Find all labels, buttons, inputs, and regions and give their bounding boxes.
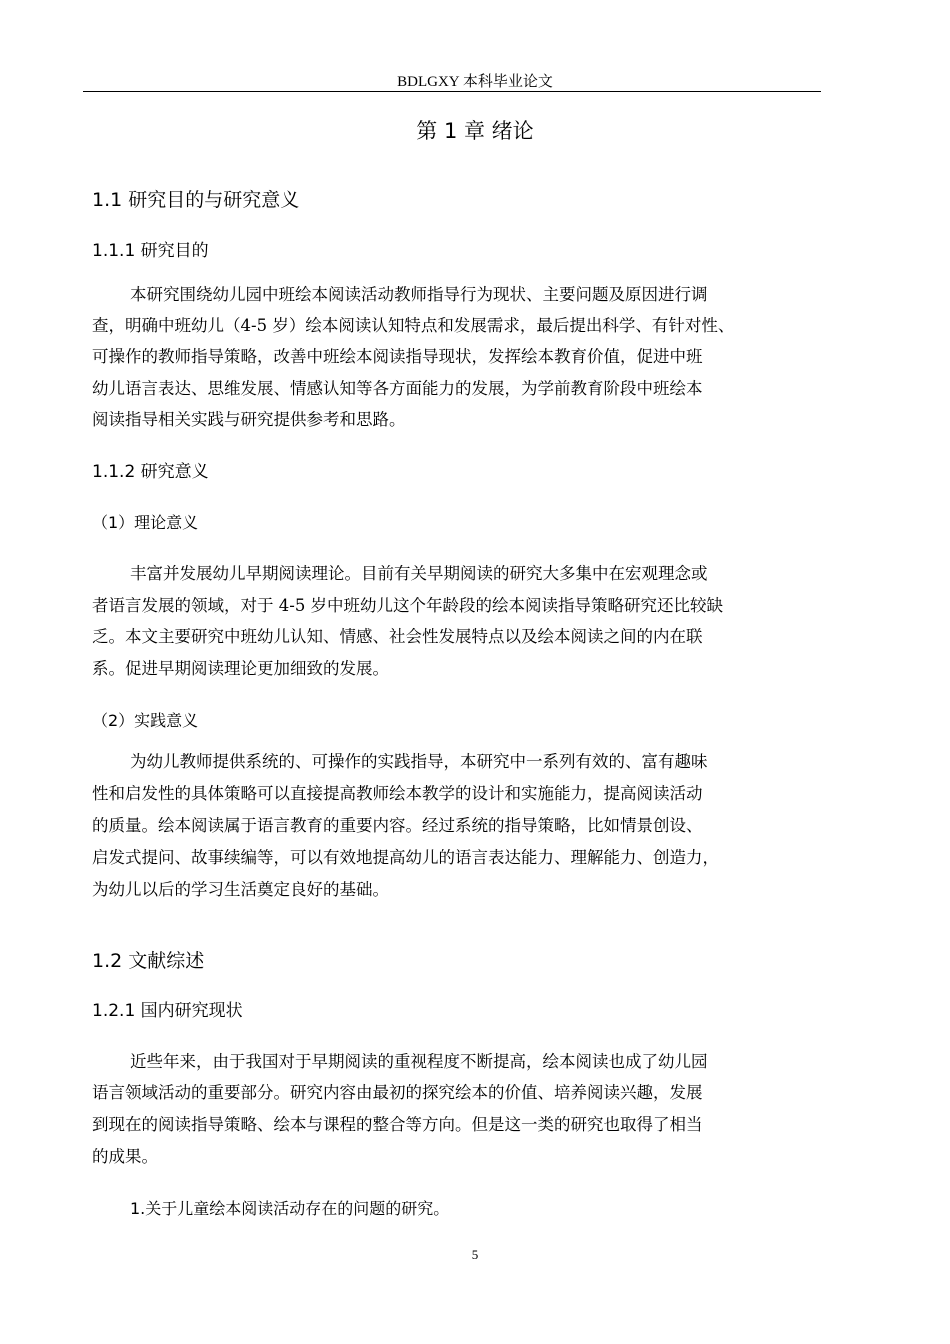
section-heading-1-2: 1.2 文献综述 (92, 950, 205, 972)
paragraph-line: 的质量。绘本阅读属于语言教育的重要内容。经过系统的指导策略，比如情景创设、 (92, 816, 703, 835)
paragraph-line: 到现在的阅读指导策略、绘本与课程的整合等方向。但是这一类的研究也取得了相当 (92, 1115, 703, 1134)
page-number: 5 (471, 1247, 479, 1262)
header-rule (83, 91, 821, 92)
running-header: BDLGXY 本科毕业论文 (397, 74, 553, 90)
paragraph-line: 阅读指导相关实践与研究提供参考和思路。 (92, 410, 406, 429)
chapter-title: 第 1 章 绪论 (416, 119, 534, 143)
paragraph-line: 乏。本文主要研究中班幼儿认知、情感、社会性发展特点以及绘本阅读之间的内在联 (92, 627, 703, 646)
subsection-heading-1-1-2: 1.1.2 研究意义 (92, 462, 209, 482)
subsection-heading-1-1-1: 1.1.1 研究目的 (92, 241, 209, 261)
paragraph-line: 语言领域活动的重要部分。研究内容由最初的探究绘本的价值、培养阅读兴趣，发展 (92, 1083, 703, 1102)
paragraph-line: 为幼儿教师提供系统的、可操作的实践指导，本研究中一系列有效的、富有趣味 (130, 752, 708, 771)
paragraph-line: 的成果。 (92, 1147, 158, 1166)
paragraph-line: 丰富并发展幼儿早期阅读理论。目前有关早期阅读的研究大多集中在宏观理念或 (130, 564, 708, 583)
section-heading-1-1: 1.1 研究目的与研究意义 (92, 189, 300, 211)
paragraph-line: 性和启发性的具体策略可以直接提高教师绘本教学的设计和实施能力，提高阅读活动 (92, 784, 703, 803)
paragraph-line: 查，明确中班幼儿（4-5 岁）绘本阅读认知特点和发展需求，最后提出科学、有针对性、 (92, 316, 735, 335)
paragraph-line: 者语言发展的领域，对于 4-5 岁中班幼儿这个年龄段的绘本阅读指导策略研究还比较缺 (92, 596, 724, 615)
paragraph-line: 为幼儿以后的学习生活奠定良好的基础。 (92, 880, 389, 899)
paragraph-line: 可操作的教师指导策略，改善中班绘本阅读指导现状，发挥绘本教育价值，促进中班 (92, 347, 703, 366)
item-heading-practice: （2）实践意义 (92, 711, 199, 730)
paragraph-line: 启发式提问、故事续编等，可以有效地提高幼儿的语言表达能力、理解能力、创造力， (92, 848, 719, 867)
item-heading-theory: （1）理论意义 (92, 513, 199, 532)
subsection-heading-1-2-1: 1.2.1 国内研究现状 (92, 1001, 243, 1021)
paragraph-line: 幼儿语言表达、思维发展、情感认知等各方面能力的发展，为学前教育阶段中班绘本 (92, 379, 703, 398)
paragraph-line: 近些年来，由于我国对于早期阅读的重视程度不断提高，绘本阅读也成了幼儿园 (130, 1052, 708, 1071)
list-item-heading: 1.关于儿童绘本阅读活动存在的问题的研究。 (130, 1199, 450, 1218)
paragraph-line: 本研究围绕幼儿园中班绘本阅读活动教师指导行为现状、主要问题及原因进行调 (130, 285, 708, 304)
paragraph-line: 系。促进早期阅读理论更加细致的发展。 (92, 659, 389, 678)
